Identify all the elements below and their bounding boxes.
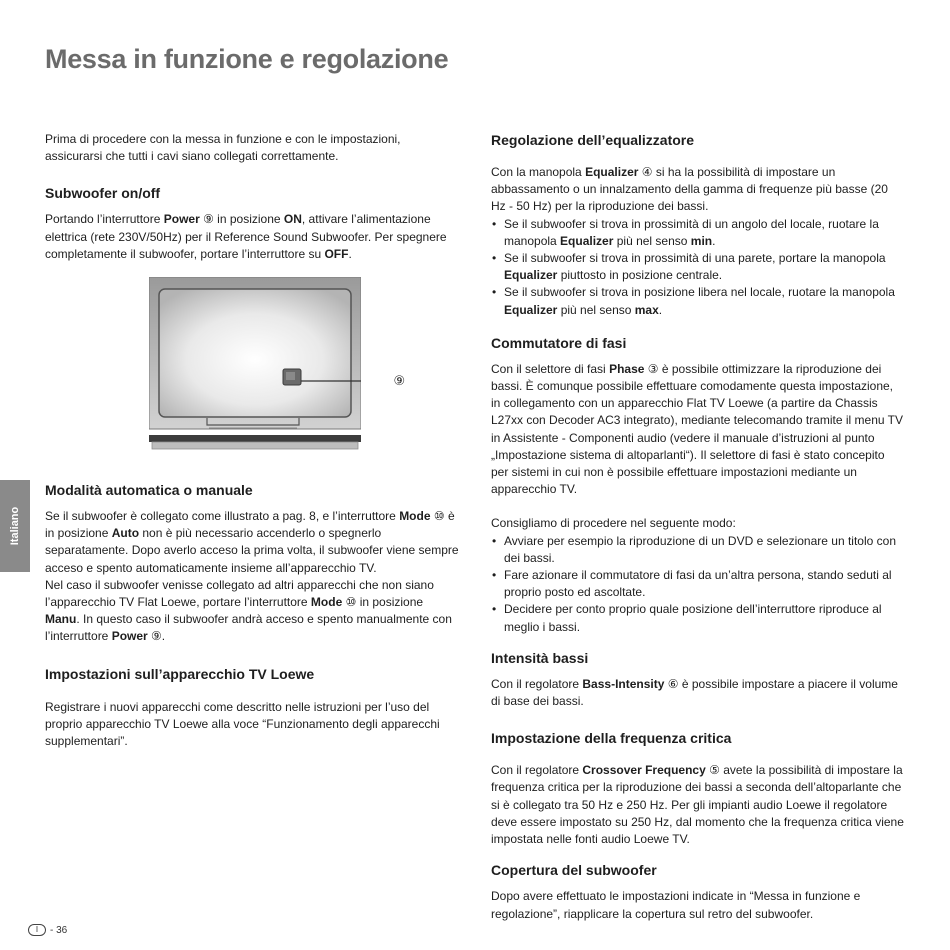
heading-intensita-bassi: Intensità bassi <box>491 649 589 666</box>
figure-callout-label: ⑨ <box>393 373 406 389</box>
list-equalizzatore <box>491 216 905 319</box>
page-title: Messa in funzione e regolazione <box>45 44 449 74</box>
heading-copertura: Copertura del subwoofer <box>491 862 657 879</box>
heading-equalizzatore: Regolazione dell’equalizzatore <box>491 132 695 148</box>
heading-frequenza-critica: Impostazione della frequenza critica <box>491 730 732 747</box>
list-item: • Avviare per esempio la riproduzione di un DVD e selezionare un titolo con dei bassi. <box>491 533 905 567</box>
language-side-tab <box>0 480 30 572</box>
left-column <box>45 131 460 750</box>
right-column <box>491 131 905 923</box>
subwoofer-illustration <box>149 277 406 457</box>
paragraph-copertura: Dopo avere effettuato le impostazioni indicate in “Messa in funzione e regolazione”, riapplicare la copertura sul retro del subwoofer. <box>491 889 861 921</box>
paragraph-subwoofer-on-off: Portando l’interruttore Power ⑨ in posizione ON, attivare l’alimentazione elettrica (rete 230V/50Hz) per il Reference Sound Subwoofer. Per spegnere completamente il subwoofer, portare l’interruttore su OFF. <box>45 212 447 261</box>
paragraph-modalita-1: Se il subwoofer è collegato come illustrato a pag. 8, e l’interruttore Mode ⑩ è in posizione Auto non è più necessario accenderlo o spegnerlo separatamente. Dopo averlo acceso la prima volta, il subwoofer viene sempre acceso e spento automaticamente insieme all’apparecchio TV. <box>45 509 459 575</box>
intro-paragraph: Prima di procedere con la messa in funzione e con le impostazioni, assicurarsi che tutti i cavi siano collegati correttamente. <box>45 132 401 164</box>
list-item: • Se il subwoofer si trova in posizione libera nel locale, ruotare la manopola Equalizer più nel senso max. <box>491 284 905 318</box>
page-footer <box>28 924 67 936</box>
paragraph-intensita-bassi: Con il regolatore Bass-Intensity ⑥ è possibile impostare a piacere il volume di base dei bassi. <box>491 676 898 709</box>
paragraph-frequenza-critica: Con il regolatore Crossover Frequency ⑤ avete la possibilità di impostare la frequenza critica per la riproduzione dei bassi a seconda dell’altoparlante che si è collegato tra 50 Hz e 250 Hz. Per gli impianti audio Loewe il regolatore deve essere impostato su 250 Hz, dal momento che la frequenza critica viene impostata nelle fonti audio Loewe TV. <box>491 763 904 847</box>
page-number: - 36 <box>50 924 68 936</box>
list-item: • Se il subwoofer si trova in prossimità di una parete, portare la manopola Equalizer piuttosto in posizione centrale. <box>491 250 905 284</box>
paragraph-impostazioni-tv: Registrare i nuovi apparecchi come descritto nelle istruzioni per l’uso del proprio apparecchio TV Loewe alla voce “Funzionamento degli apparecchi supplementari”. <box>45 699 440 749</box>
paragraph-consigliamo: Consigliamo di procedere nel seguente modo: <box>491 516 736 531</box>
list-item: • Decidere per conto proprio quale posizione dell’interruttore riproduce al meglio i bassi. <box>491 601 905 635</box>
paragraph-commutatore-fasi: Con il selettore di fasi Phase ③ è possibile ottimizzare la riproduzione dei bassi. È comunque possibile effettuare comodamente questa impostazione, in collegamento con un apparecchio Flat TV Loewe (a partire da Chassis L27xx con Decoder AC3 integrato), mediante telecomando tramite il menu TV in Assistente - Componenti audio (vedere il manuale d’istruzioni al punto „Impostazione sistema di altoparlanti“). Il selettore di fasi è stato concepito per sistemi in cui non è possibile effettuare impostazioni mediante un apparecchio TV. <box>491 361 903 497</box>
language-marker: I <box>28 924 46 936</box>
heading-subwoofer-on-off: Subwoofer on/off <box>45 185 161 202</box>
list-item: • Fare azionare il commutatore di fasi da un’altra persona, stando seduti al proprio posto ed ascoltate. <box>491 567 905 601</box>
paragraph-modalita-2: Nel caso il subwoofer venisse collegato ad altri apparecchi che non siano l’apparecchio TV Flat Loewe, portare l’interruttore Mode ⑩ in posizione Manu. In questo caso il subwoofer andrà acceso e spento manualmente con l’interruttore Power ⑨. <box>45 577 452 644</box>
list-item: • Se il subwoofer si trova in prossimità di un angolo del locale, ruotare la manopola Equalizer più nel senso min. <box>491 216 905 250</box>
heading-impostazioni-tv: Impostazioni sull’apparecchio TV Loewe <box>45 665 315 682</box>
heading-modalita: Modalità automatica o manuale <box>45 482 253 499</box>
list-commutatore-fasi <box>491 533 905 636</box>
subwoofer-drawing <box>149 277 361 457</box>
language-side-tab-label: Italiano <box>9 506 21 546</box>
paragraph-equalizzatore: Con la manopola Equalizer ④ si ha la possibilità di impostare un abbassamento o un innalzamento della gamma di frequenze più basse (20 Hz - 50 Hz) per la riproduzione dei bassi. <box>491 165 888 214</box>
heading-commutatore-fasi: Commutatore di fasi <box>491 334 627 351</box>
